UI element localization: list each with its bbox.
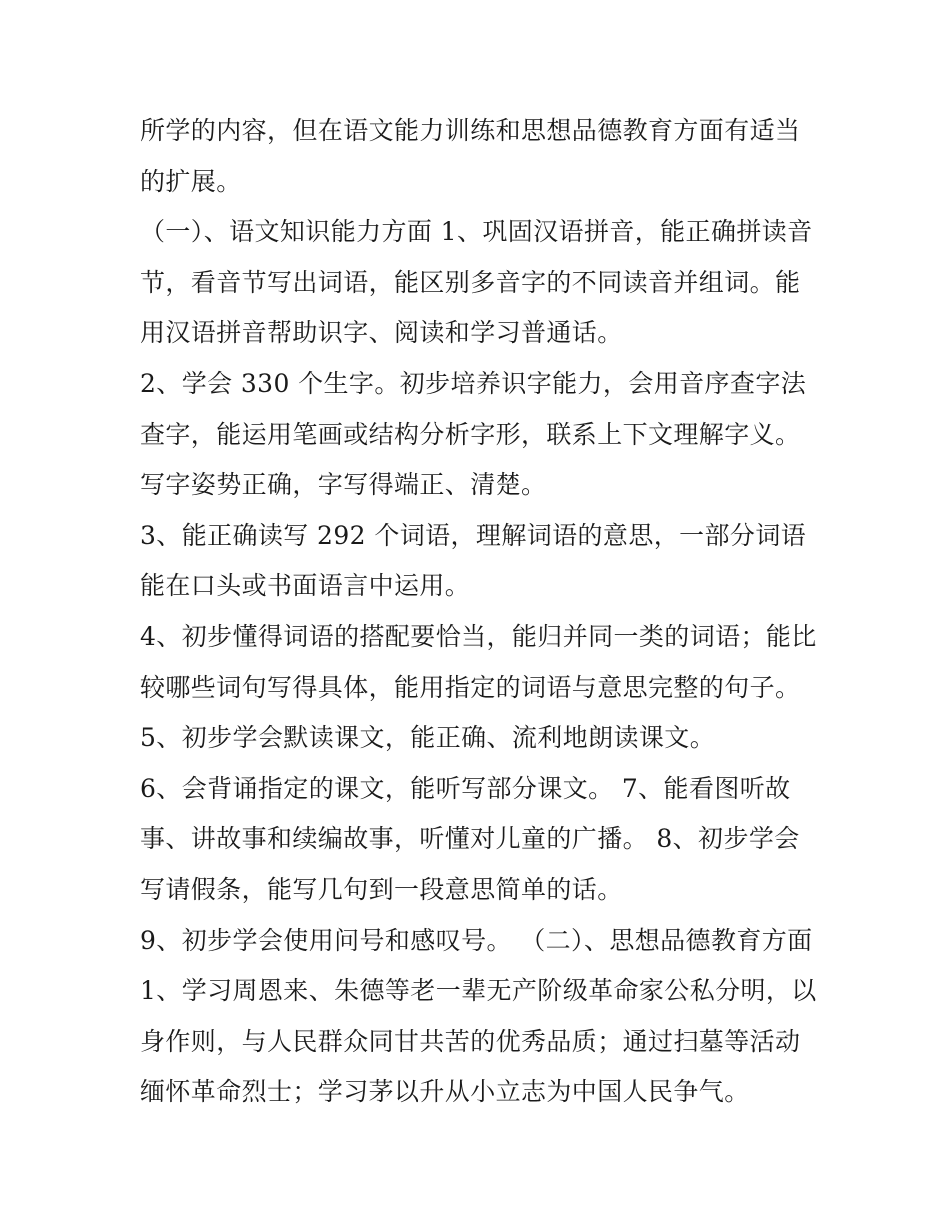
paragraph-item-6-8: 6、会背诵指定的课文，能听写部分课文。 7、能看图听故事、讲故事和续编故事，听懂对儿童的广播。 8、初步学会写请假条，能写几句到一段意思简单的话。 — [140, 773, 800, 904]
paragraph-item-5: 5、初步学会默读课文，能正确、流利地朗读课文。 — [140, 723, 716, 753]
paragraph-scope: 所学的内容，但在语文能力训练和思想品德教育方面有适当的扩展。 — [140, 116, 801, 196]
paragraph-item-9-moral-1: 9、初步学会使用问号和感叹号。 （二）、思想品德教育方面 1、学习周恩来、朱德等老一辈无产阶级革命家公私分明，以身作则，与人民群众同甘共苦的优秀品质；通过扫墓等活动缅怀革命烈士；学习茅以升从小立志为中国人民争气。 — [140, 925, 817, 1107]
body-text — [140, 106, 820, 1118]
paragraph-item-4: 4、初步懂得词语的搭配要恰当，能归并同一类的词语；能比较哪些词句写得具体，能用指定的词语与意思完整的句子。 — [140, 621, 817, 702]
paragraph-item-2: 2、学会 330 个生字。初步培养识字能力，会用音序查字法查字，能运用笔画或结构分析字形，联系上下文理解字义。写字姿势正确，字写得端正、清楚。 — [140, 368, 807, 500]
paragraph-language-knowledge-1: （一）、语文知识能力方面 1、巩固汉语拼音，能正确拼读音节，看音节写出词语，能区别多音字的不同读音并组词。能用汉语拼音帮助识字、阅读和学习普通话。 — [140, 217, 813, 348]
paragraph-item-3: 3、能正确读写 292 个词语，理解词语的意思，一部分词语能在口头或书面语言中运用。 — [140, 520, 807, 601]
